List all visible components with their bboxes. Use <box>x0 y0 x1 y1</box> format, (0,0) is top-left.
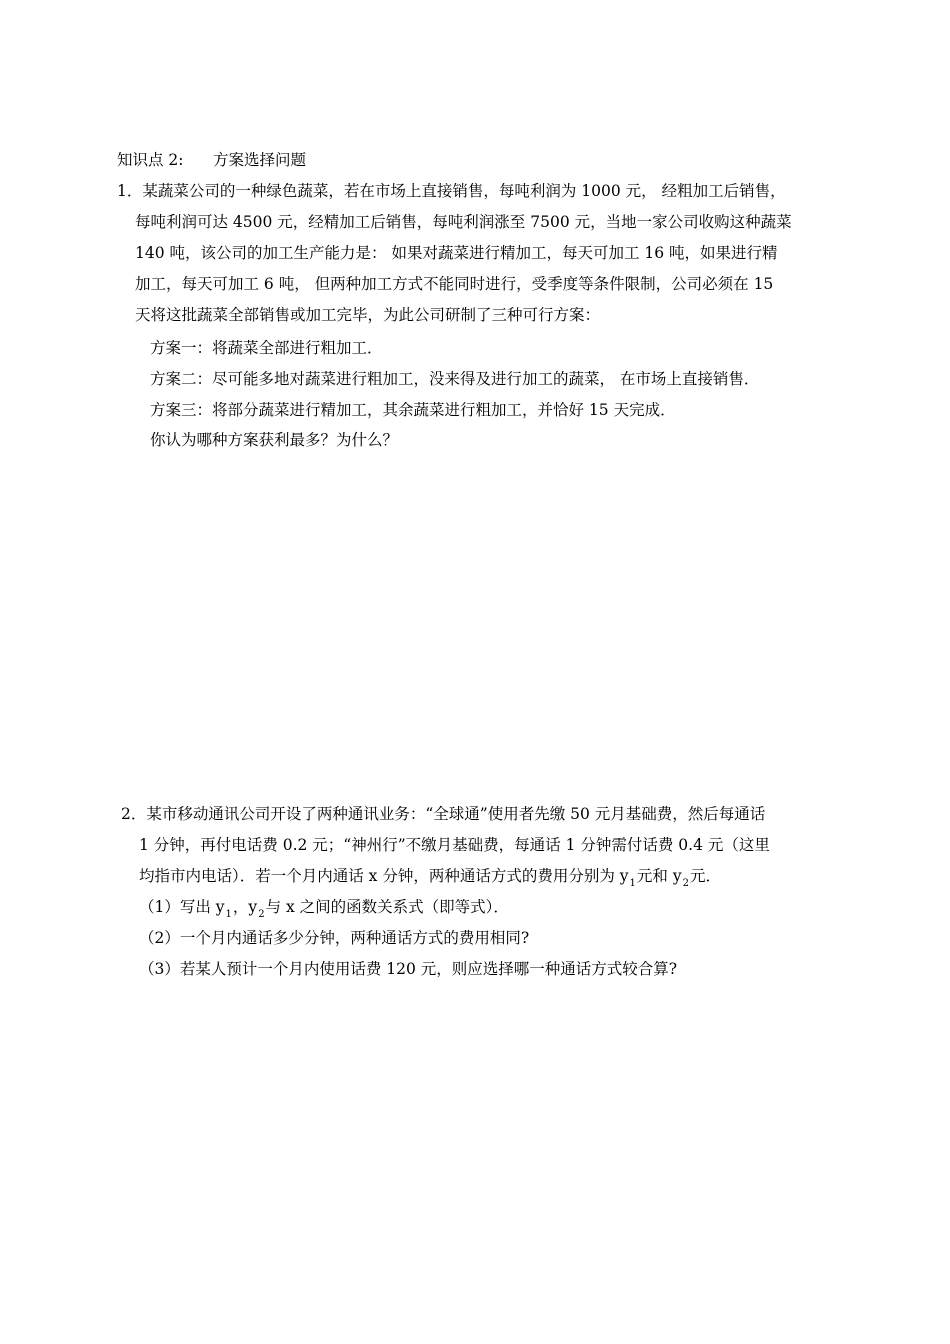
problem1-plan-3: 方案三：将部分蔬菜进行精加工，其余蔬菜进行粗加工，并恰好 15 天完成． <box>150 401 676 419</box>
problem1-line-4: 加工，每天可加工 6 吨， 但两种加工方式不能同时进行，受季度等条件限制，公司必须在 15 <box>135 275 774 293</box>
problem1-line-2: 每吨利润可达 4500 元，经精加工后销售，每吨利润涨至 7500 元，当地一家公司收购这种蔬菜 <box>135 213 792 231</box>
q1-subscript-2: 2 <box>258 909 265 920</box>
problem2-line-3 <box>139 866 721 889</box>
subscript-2: 2 <box>682 878 689 889</box>
section-label: 知识点 2: <box>117 151 184 169</box>
problem2-question-2: （2）一个月内通话多少分钟，两种通话方式的费用相同? <box>139 929 530 947</box>
subscript-1: 1 <box>629 878 636 889</box>
problem1-line-3: 140 吨，该公司的加工生产能力是： 如果对蔬菜进行精加工，每天可加工 16 吨，如果进行精 <box>135 244 778 262</box>
q1-subscript-1: 1 <box>225 909 232 920</box>
problem2-question-1 <box>139 897 509 920</box>
section-title: 方案选择问题 <box>213 151 307 169</box>
q1-mid: ，y <box>232 898 258 916</box>
problem2-line-3-pre: 均指市内电话）．若一个月内通话 x 分钟，两种通话方式的费用分别为 y <box>139 867 629 885</box>
q1-post: 与 x 之间的函数关系式（即等式）． <box>265 898 509 916</box>
problem2-line-2: 1 分钟，再付电话费 0.2 元；“神州行”不缴月基础费，每通话 1 分钟需付话费 0.4 元（这里 <box>139 836 770 854</box>
problem2-line-3-post: 元． <box>689 867 721 885</box>
problem1-question: 你认为哪种方案获利最多？为什么？ <box>150 431 399 449</box>
problem2-question-3: （3）若某人预计一个月内使用话费 120 元，则应选择哪一种通话方式较合算? <box>139 960 678 978</box>
problem1-plan-2: 方案二：尽可能多地对蔬菜进行粗加工，没来得及进行加工的蔬菜， 在市场上直接销售． <box>150 370 760 388</box>
q1-pre: （1）写出 y <box>139 898 225 916</box>
problem1-plan-1: 方案一：将蔬菜全部进行粗加工． <box>150 339 383 357</box>
problem2-line-3-mid: 元和 y <box>636 867 682 885</box>
problem1-line-1: 1．某蔬菜公司的一种绿色蔬菜，若在市场上直接销售，每吨利润为 1000 元， 经粗加工后销售， <box>117 182 786 200</box>
problem2-line-1: 2．某市移动通讯公司开设了两种通讯业务：“全球通”使用者先缴 50 元月基础费，然后每通话 <box>121 805 766 823</box>
problem1-line-5: 天将这批蔬菜全部销售或加工完毕，为此公司研制了三种可行方案： <box>135 306 601 324</box>
